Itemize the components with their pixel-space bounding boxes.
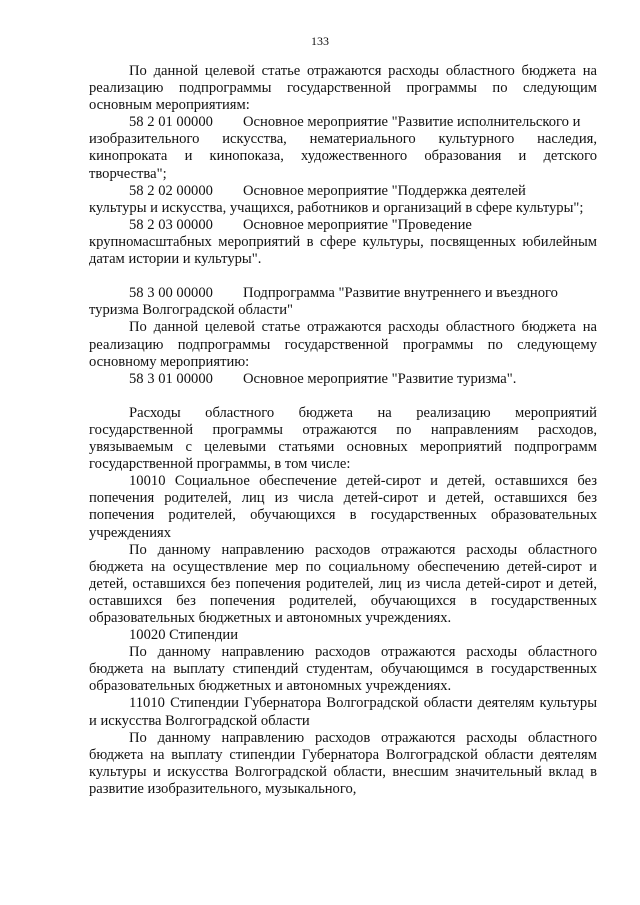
paragraph: По данной целевой статье отражаются расходы областного бюджета на реализацию подпрограммы государственной программы по следующему основному мероприятию: bbox=[89, 319, 597, 370]
budget-code: 58 2 02 00000 bbox=[129, 182, 213, 199]
paragraph: По данному направлению расходов отражаются расходы областного бюджета на осуществление мер по социальному обеспечению детей-сирот и детей, оставшихся без попечения родителей, лиц из числа детей-сирот и детей, оставшихся без попечения родителей, обучающихся в государственных образовательных бюджетных и автономных учреждениях. bbox=[89, 541, 597, 626]
list-item bbox=[89, 114, 597, 131]
item-title: Основное мероприятие "Поддержка деятелей bbox=[243, 182, 526, 199]
item-title: Основное мероприятие "Развитие туризма". bbox=[243, 370, 517, 387]
list-item bbox=[89, 217, 597, 234]
paragraph: По данной целевой статье отражаются расходы областного бюджета на реализацию подпрограммы государственной программы по следующим основным мероприятиям: bbox=[89, 63, 597, 114]
item-title: Основное мероприятие "Развитие исполнительского и bbox=[243, 114, 581, 131]
list-item bbox=[89, 183, 597, 200]
item-title: Основное мероприятие "Проведение bbox=[243, 216, 472, 233]
budget-code: 58 2 01 00000 bbox=[129, 114, 213, 131]
spacer bbox=[89, 268, 597, 285]
item-title: Подпрограмма "Развитие внутреннего и въездного bbox=[243, 285, 558, 302]
paragraph: По данному направлению расходов отражаются расходы областного бюджета на выплату стипендии Губернатора Волгоградской области деятелям культуры и искусства Волгоградской области, внесшим значительный вклад в развитие изобразительного, музыкального, bbox=[89, 729, 597, 797]
list-item bbox=[89, 285, 597, 302]
document-body bbox=[89, 63, 597, 798]
page-number: 133 bbox=[311, 34, 329, 48]
paragraph: По данному направлению расходов отражаются расходы областного бюджета на выплату стипендий студентам, обучающимся в государственных образовательных бюджетных и автономных учреждениях. bbox=[89, 644, 597, 695]
paragraph: Расходы областного бюджета на реализацию мероприятий государственной программы отражаются по направлениям расходов, увязываемым с целевыми статьями основных мероприятий подпрограмм государственной программы, в том числе: bbox=[89, 404, 597, 473]
budget-code: 58 2 03 00000 bbox=[129, 216, 213, 233]
item-continuation: изобразительного искусства, нематериального культурного наследия, кинопроката и кинопоказа, художественного образования и детского творчества"; bbox=[89, 131, 597, 182]
spacer bbox=[89, 388, 597, 405]
item-continuation: крупномасштабных мероприятий в сфере культуры, посвященных юбилейным датам истории и культуры". bbox=[89, 233, 597, 268]
list-item bbox=[89, 371, 597, 388]
budget-code: 58 3 01 00000 bbox=[129, 370, 213, 387]
paragraph: 10010 Социальное обеспечение детей-сирот и детей, оставшихся без попечения родителей, лиц из числа детей-сирот и детей, оставшихся без попечения родителей, обучающихся в государственных образовательных учреждениях bbox=[89, 473, 597, 541]
budget-code: 58 3 00 00000 bbox=[129, 285, 213, 302]
item-continuation: культуры и искусства, учащихся, работников и организаций в сфере культуры"; bbox=[89, 199, 584, 216]
paragraph: 10020 Стипендии bbox=[129, 627, 239, 644]
item-continuation: туризма Волгоградской области" bbox=[89, 302, 293, 319]
paragraph: 11010 Стипендии Губернатора Волгоградской области деятелям культуры и искусства Волгоградской области bbox=[89, 695, 597, 729]
